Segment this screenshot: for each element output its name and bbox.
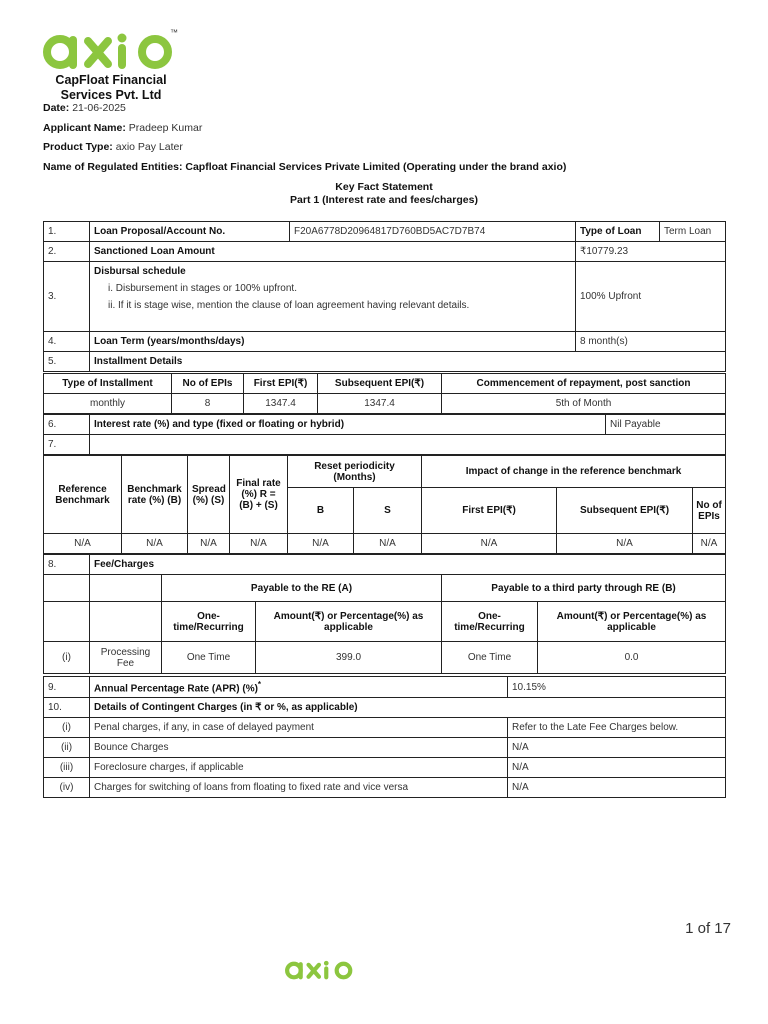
table-row: 8. Fee/Charges [44, 555, 726, 575]
table-row: 3. Disbursal schedule i. Disbursement in stages or 100% upfront. ii. If it is stage wise, mention the clause of loan agreement having relevant details. 100% Upfront [44, 262, 726, 332]
charges-table [43, 676, 726, 798]
apr-value: 10.15% [508, 677, 726, 698]
fees-table [43, 554, 726, 674]
table-row: monthly 8 1347.4 1347.4 5th of Month [44, 394, 726, 414]
table-row: (i) Processing Fee One Time 399.0 One Time 0.0 [44, 642, 726, 674]
date-line: Date: 21-06-2025 [43, 102, 126, 114]
axio-logo [40, 28, 180, 74]
axio-footer-logo [276, 958, 364, 987]
table-row: (iii) Foreclosure charges, if applicable N/A [44, 758, 726, 778]
interest-table [43, 414, 726, 455]
table-row: 7. [44, 435, 726, 455]
table-row: (iv) Charges for switching of loans from floating to fixed rate and vice versa N/A [44, 778, 726, 798]
sanctioned-amount: ₹10779.23 [576, 242, 726, 262]
company-name: CapFloat Financial Services Pvt. Ltd [55, 73, 167, 102]
loan-details-table [43, 221, 726, 372]
applicant-line: Applicant Name: Pradeep Kumar [43, 122, 203, 134]
table-row: Type of Installment No of EPIs First EPI(₹) Subsequent EPI(₹) Commencement of repayment, post sanction [44, 374, 726, 394]
table-row: 2. Sanctioned Loan Amount ₹10779.23 [44, 242, 726, 262]
table-row: 5. Installment Details [44, 352, 726, 372]
table-row: 10. Details of Contingent Charges (in ₹ or %, as applicable) [44, 698, 726, 718]
table-row: One-time/Recurring Amount(₹) or Percentage(%) as applicable One-time/Recurring Amount(₹) or Percentage(%) as applicable [44, 602, 726, 642]
table-row: Payable to the RE (A) Payable to a third party through RE (B) [44, 575, 726, 602]
table-row: (ii) Bounce Charges N/A [44, 738, 726, 758]
trademark: ™ [170, 28, 178, 37]
table-row: (i) Penal charges, if any, in case of delayed payment Refer to the Late Fee Charges below. [44, 718, 726, 738]
table-row: B S First EPI(₹) Subsequent EPI(₹) No of EPIs [44, 488, 726, 534]
table-row: N/A N/A N/A N/A N/A N/A N/A N/A N/A [44, 534, 726, 554]
benchmark-table [43, 455, 726, 554]
page-number: 1 of 17 [685, 920, 731, 937]
table-row: 6. Interest rate (%) and type (fixed or floating or hybrid) Nil Payable [44, 415, 726, 435]
kfs-subtitle: Part 1 (Interest rate and fees/charges) [290, 194, 478, 206]
table-row: 4. Loan Term (years/months/days) 8 month(s) [44, 332, 726, 352]
table-row: 1. Loan Proposal/Account No. F20A6778D20964817D760BD5AC7D7B74 Type of Loan Term Loan [44, 222, 726, 242]
table-row: 9. Annual Percentage Rate (APR) (%)* 10.15% [44, 677, 726, 698]
entities-line: Name of Regulated Entities: Capfloat Financial Services Private Limited (Operating under the brand axio) [43, 161, 567, 173]
product-line: Product Type: axio Pay Later [43, 141, 183, 153]
installment-table [43, 373, 726, 414]
account-number: F20A6778D20964817D760BD5AC7D7B74 [290, 222, 576, 242]
table-row: Reference Benchmark Benchmark rate (%) (B) Spread (%) (S) Final rate (%) R = (B) + (S) Reset periodicity (Months) Impact of change in the reference benchmark [44, 456, 726, 488]
kfs-title: Key Fact Statement [335, 181, 433, 193]
